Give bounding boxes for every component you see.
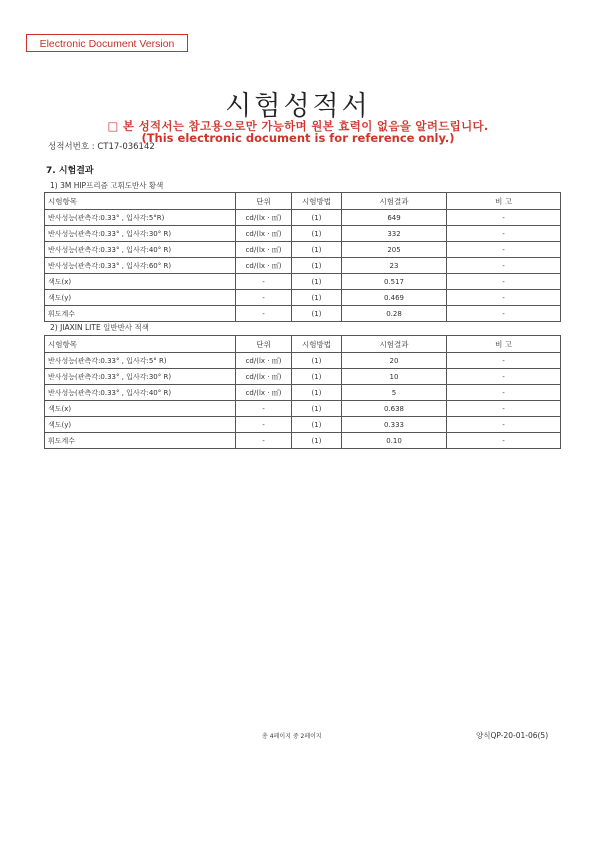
cell-unit: - [236,290,292,306]
table-row [45,417,561,433]
table-header-row [45,336,561,353]
cell-result: 649 [342,210,447,226]
cell-remarks: - [447,385,561,401]
cell-remarks: - [447,274,561,290]
reference-notice-english: (This electronic document is for reference only.) [141,131,455,145]
table-row [45,369,561,385]
header-result: 시험결과 [342,336,447,353]
header-test-item: 시험항목 [45,193,236,210]
cell-result: 332 [342,226,447,242]
cell-remarks: - [447,369,561,385]
table-row [45,210,561,226]
cell-unit: - [236,401,292,417]
cell-unit: cd/(lx · ㎡) [236,369,292,385]
table-row [45,242,561,258]
cell-remarks: - [447,401,561,417]
cell-method: (1) [292,417,342,433]
cell-remarks: - [447,210,561,226]
table-row [45,290,561,306]
cell-method: (1) [292,290,342,306]
cell-method: (1) [292,242,342,258]
cell-unit: cd/(lx · ㎡) [236,385,292,401]
cell-test-item: 반사성능(관측각:0.33° , 입사각:5° R) [45,353,236,369]
cell-test-item: 색도(y) [45,417,236,433]
cell-result: 0.469 [342,290,447,306]
cell-unit: - [236,433,292,449]
cell-result: 5 [342,385,447,401]
cell-unit: - [236,306,292,322]
cell-method: (1) [292,210,342,226]
cell-result: 20 [342,353,447,369]
cell-method: (1) [292,306,342,322]
cell-method: (1) [292,353,342,369]
table1-caption: 1) 3M HIP프리즘 고휘도반사 황색 [50,181,164,190]
table-row [45,274,561,290]
header-test-item: 시험항목 [45,336,236,353]
table-row [45,306,561,322]
cell-method: (1) [292,369,342,385]
electronic-version-stamp: Electronic Document Version [26,34,188,52]
cell-unit: - [236,417,292,433]
cell-unit: cd/(lx · ㎡) [236,242,292,258]
table-row [45,353,561,369]
table-row [45,401,561,417]
table-row [45,226,561,242]
cell-method: (1) [292,226,342,242]
header-remarks: 비 고 [447,193,561,210]
cell-method: (1) [292,385,342,401]
header-unit: 단위 [236,193,292,210]
cell-unit: cd/(lx · ㎡) [236,353,292,369]
table-row [45,433,561,449]
cell-result: 0.28 [342,306,447,322]
cell-test-item: 반사성능(관측각:0.33° , 입사각:30° R) [45,226,236,242]
cell-unit: cd/(lx · ㎡) [236,210,292,226]
header-method: 시험방법 [292,193,342,210]
form-number: 양식QP-20-01-06(5) [476,731,549,740]
cell-result: 10 [342,369,447,385]
cell-result: 0.10 [342,433,447,449]
cell-result: 0.638 [342,401,447,417]
cell-result: 0.517 [342,274,447,290]
cell-method: (1) [292,401,342,417]
cell-remarks: - [447,433,561,449]
reference-notice-korean: □ 본 성적서는 참고용으로만 가능하며 원본 효력이 없음을 알려드립니다. [107,119,489,133]
cell-test-item: 반사성능(관측각:0.33° , 입사각:5°R) [45,210,236,226]
header-remarks: 비 고 [447,336,561,353]
cell-remarks: - [447,417,561,433]
cell-unit: - [236,274,292,290]
table-header-row [45,193,561,210]
cell-unit: cd/(lx · ㎡) [236,226,292,242]
table2-caption: 2) JIAXIN LITE 일반반사 적색 [50,323,149,332]
page-title: 시험성적서 [225,91,371,122]
header-result: 시험결과 [342,193,447,210]
cell-test-item: 반사성능(관측각:0.33° , 입사각:40° R) [45,242,236,258]
results-table-2 [44,335,561,449]
cell-result: 205 [342,242,447,258]
header-method: 시험방법 [292,336,342,353]
section-title: 7. 시험결과 [46,166,94,176]
cell-remarks: - [447,306,561,322]
cell-test-item: 반사성능(관측각:0.33° , 입사각:60° R) [45,258,236,274]
cell-remarks: - [447,226,561,242]
cell-test-item: 휘도계수 [45,433,236,449]
cell-test-item: 반사성능(관측각:0.33° , 입사각:30° R) [45,369,236,385]
cell-result: 0.333 [342,417,447,433]
table-row [45,258,561,274]
cell-method: (1) [292,258,342,274]
cell-test-item: 색도(x) [45,274,236,290]
cell-unit: cd/(lx · ㎡) [236,258,292,274]
page-number: 총 4페이지 중 2페이지 [262,733,322,740]
table-row [45,385,561,401]
cell-test-item: 휘도계수 [45,306,236,322]
cell-remarks: - [447,353,561,369]
header-unit: 단위 [236,336,292,353]
cell-remarks: - [447,290,561,306]
cell-test-item: 색도(y) [45,290,236,306]
cell-test-item: 색도(x) [45,401,236,417]
cell-result: 23 [342,258,447,274]
cell-method: (1) [292,274,342,290]
cell-remarks: - [447,242,561,258]
cell-method: (1) [292,433,342,449]
cell-test-item: 반사성능(관측각:0.33° , 입사각:40° R) [45,385,236,401]
cell-remarks: - [447,258,561,274]
certificate-number: 성적서번호 : CT17-036142 [48,142,155,152]
results-table-1 [44,192,561,322]
